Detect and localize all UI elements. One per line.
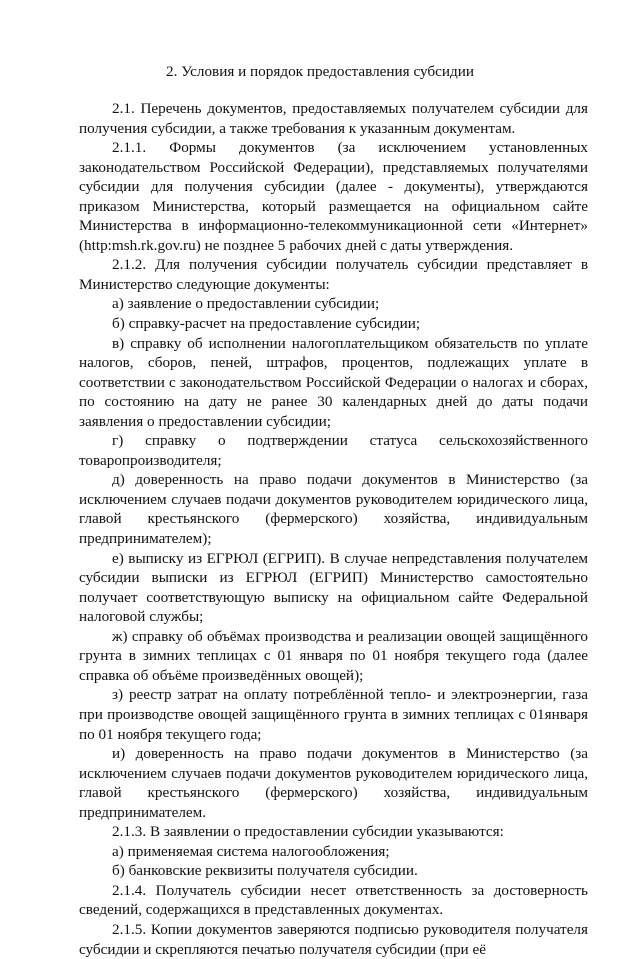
list-item: ж) справку об объёмах производства и реализации овощей защищённого грунта в зимних теплицах с 01 января по 01 ноября текущего года (далее справка об объёме произведённых овощей); bbox=[79, 627, 588, 684]
list-item: и) доверенность на право подачи документов в Министерство (за исключением случаев подачи документов руководителем юридического лица, главой крестьянского (фермерского) хозяйства, индивидуальным предпринимателем. bbox=[79, 745, 588, 821]
list-item: а) применяемая система налогообложения; bbox=[112, 842, 390, 860]
paragraph: 2.1.1. Формы документов (за исключением установленных законодательством Российской Федерации), представляемых получателями субсидии для получения субсидии (далее - документы), утверждаются приказом Министерства, который размещается на официальном сайте Министерства в информационно-телекоммуникационной сети «Интернет» (http:msh.rk.gov.ru) не позднее 5 рабочих дней с даты утверждения. bbox=[79, 139, 588, 254]
list-item: е) выписку из ЕГРЮЛ (ЕГРИП). В случае непредставления получателем субсидии выписки из ЕГРЮЛ (ЕГРИП) Министерство самостоятельно получает соответствующую выписку на официальном сайте Федеральной налоговой службы; bbox=[79, 549, 588, 626]
paragraph: 2.1.4. Получатель субсидии несет ответственность за достоверность сведений, содержащихся в представленных документах. bbox=[79, 881, 588, 919]
paragraph: 2.1.3. В заявлении о предоставлении субсидии указываются: bbox=[112, 823, 504, 841]
list-item: а) заявление о предоставлении субсидии; bbox=[112, 295, 380, 313]
list-item: в) справку об исполнении налогоплательщиком обязательств по уплате налогов, сборов, пеней, штрафов, процентов, подлежащих уплате в соответствии с законодательством Российской Федерации о налогах и сборах, по состоянию на дату не ранее 30 календарных дней до даты подачи заявления о предоставлении субсидии; bbox=[79, 334, 588, 430]
list-item: б) банковские реквизиты получателя субсидии. bbox=[112, 862, 418, 880]
paragraph: 2.1.2. Для получения субсидии получатель субсидии представляет в Министерство следующие документы: bbox=[79, 256, 588, 293]
paragraph: 2.1.5. Копии документов заверяются подписью руководителя получателя субсидии и скрепляются печатью получателя субсидии (при её bbox=[79, 920, 588, 958]
section-heading: 2. Условия и порядок предоставления субсидии bbox=[166, 63, 474, 80]
paragraph: 2.1. Перечень документов, предоставляемых получателем субсидии для получения субсидии, а также требования к указанным документам. bbox=[79, 100, 588, 137]
list-item: з) реестр затрат на оплату потреблённой тепло- и электроэнергии, газа при производстве овощей защищённого грунта в зимних теплицах с 01января по 01 ноября текущего года; bbox=[79, 686, 588, 743]
document-body bbox=[79, 99, 588, 959]
list-item: д) доверенность на право подачи документов в Министерство (за исключением случаев подачи документов руководителем юридического лица, главой крестьянского (фермерского) хозяйства, индивидуальным предпринимателем); bbox=[79, 471, 588, 548]
list-item: г) справку о подтверждении статуса сельскохозяйственного товаропроизводителя; bbox=[79, 432, 588, 469]
list-item: б) справку-расчет на предоставление субсидии; bbox=[112, 315, 421, 333]
